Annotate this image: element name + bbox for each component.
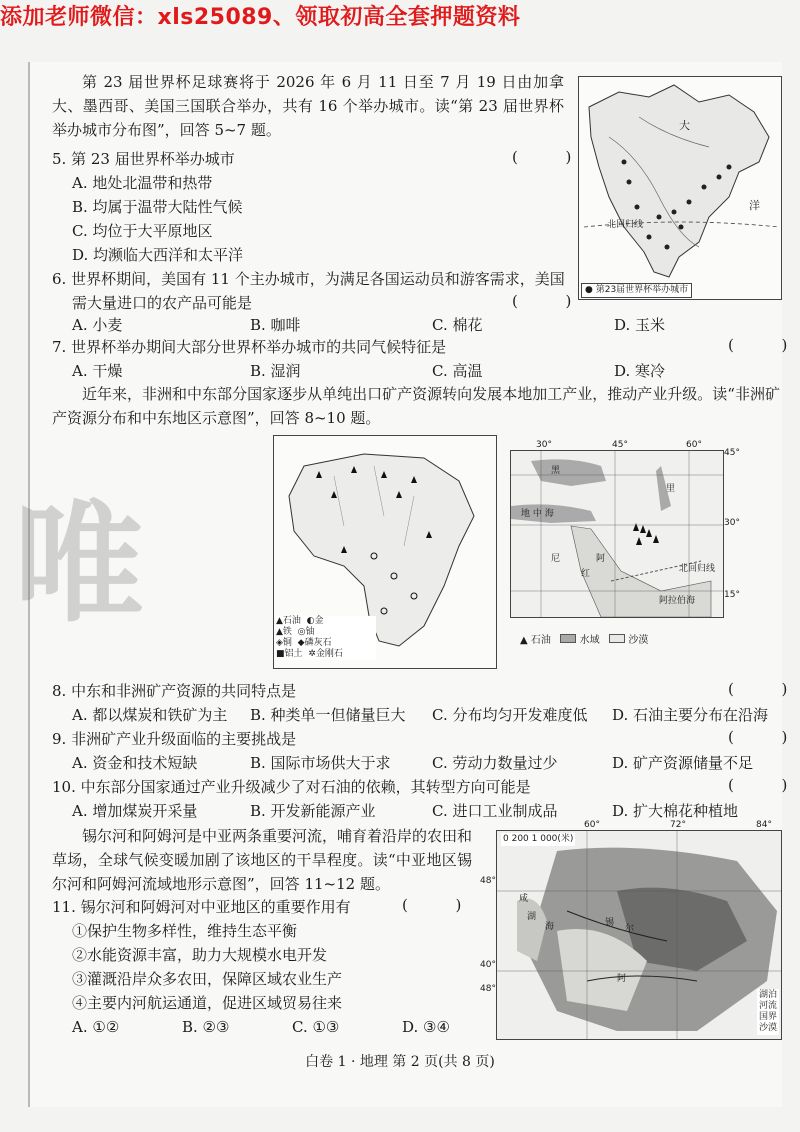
passage-2: 近年来，非洲和中东部分国家逐步从单纯出口矿产资源转向发展本地加工产业，推动产业升级。读“非洲矿产资源分布和中东地区示意图”，回答 8~10 题。 [52,385,780,427]
ca-lon-72: 72° [670,820,686,830]
q11-option-b[interactable]: B. ②③ [182,1018,230,1036]
me-lat-30: 30° [724,518,740,528]
ca-legend-lake: 湖泊 [758,990,777,1000]
na-legend [581,283,692,298]
legend-phosphate: 磷灰石 [304,638,332,648]
legend-copper: 铜 [282,638,292,648]
q6-option-a[interactable]: A. 小麦 [72,316,123,334]
legend-bauxite: 铝土 [284,649,303,659]
bauxite-icon: ■ [276,649,285,659]
q9-option-b[interactable]: B. 国际市场供大于求 [250,754,391,772]
na-ocean-label: 洋 [749,199,760,212]
q8-answer-paren[interactable]: ( ) [728,680,788,698]
me-nile-label: 尼 [551,554,561,564]
q5-option-c[interactable]: C. 均位于大平原地区 [72,222,213,240]
iron-icon: ▲ [276,627,283,637]
q7-option-a[interactable]: A. 干燥 [72,362,123,380]
me-lon-30: 30° [536,440,552,450]
diamond-icon: ✲ [308,649,316,659]
ca-sea-label: 湖 [527,912,537,922]
q8-option-b[interactable]: B. 种类单一但储量巨大 [250,706,406,724]
q9-answer-paren[interactable]: ( ) [728,728,788,746]
ca-scale: 0 200 1 000(米) [503,834,574,844]
q11-statement-2: ②水能资源丰富，助力大规模水电开发 [72,946,328,964]
q10-option-a[interactable]: A. 增加煤炭开采量 [72,802,198,820]
ca-lat-40: 40° [480,960,496,970]
legend-diamond: 金刚石 [315,649,343,659]
q11-option-d[interactable]: D. ③④ [402,1018,450,1036]
q7-option-c[interactable]: C. 高温 [432,362,483,380]
desert-swatch-icon [609,634,625,643]
q8-option-d[interactable]: D. 石油主要分布在沿海 [612,706,769,724]
q5-option-a[interactable]: A. 地处北温带和热带 [72,174,213,192]
ca-lake-label: 咸 [519,894,529,904]
oil-well-icon: ▲ [520,635,528,646]
city-dot-icon: ● [585,285,593,295]
q8-stem: 8. 中东和非洲矿产资源的共同特点是 [52,682,297,700]
me-legend-desert: 沙漠 [628,635,649,646]
ca-lat-48-top: 48° [480,876,496,886]
copper-icon: ◈ [276,638,283,648]
middle-east-map [510,450,724,618]
q11-statement-3: ③灌溉沿岸众多农田，保障区域农业生产 [72,970,343,988]
oil-icon: ▲ [276,616,283,626]
q7-option-d[interactable]: D. 寒冷 [614,362,666,380]
ca-lon-84: 84° [756,820,772,830]
me-lat-15: 15° [724,590,740,600]
q7-stem: 7. 世界杯举办期间大部分世界杯举办城市的共同气候特征是 [52,338,447,356]
ca-lat-48-bottom: 48° [480,984,496,994]
me-arabian-sea-label: 阿拉伯海 [659,596,696,606]
q9-stem: 9. 非洲矿产业升级面临的主要挑战是 [52,730,297,748]
me-legend-oil: 石油 [530,635,551,646]
legend-uranium: 铀 [305,627,315,637]
ca-aral-label: 海 [545,922,555,932]
water-swatch-icon [560,634,576,643]
africa-legend [276,616,376,660]
legend-iron: 铁 [282,627,292,637]
ca-legend-desert: 沙漠 [758,1023,777,1033]
q6-option-b[interactable]: B. 咖啡 [250,316,301,334]
q11-statement-4: ④主要内河航运通道，促进区域贸易往来 [72,994,343,1012]
ca-legend [757,989,779,1035]
q10-option-d[interactable]: D. 扩大棉花种植地 [612,802,739,820]
central-asia-map [496,830,782,1040]
ca-legend-border: 国界 [758,1012,777,1022]
me-black-sea-label: 黑 [551,466,561,476]
q5-answer-paren[interactable]: ( ) [512,148,572,166]
q10-option-c[interactable]: C. 进口工业制成品 [432,802,558,820]
q9-option-c[interactable]: C. 劳动力数量过少 [432,754,558,772]
q7-answer-paren[interactable]: ( ) [728,336,788,354]
q11-option-c[interactable]: C. ①③ [292,1018,340,1036]
legend-oil: 石油 [282,616,301,626]
ca-lon-60: 60° [584,820,600,830]
passage-3: 锡尔河和阿姆河是中亚两条重要河流，哺育着沿岸的农田和草场，全球气候变暖加剧了该地区的干旱程度。读“中亚地区锡尔河和阿姆河流域地形示意图”，回答 11~12 题。 [52,827,473,893]
q6-option-c[interactable]: C. 棉花 [432,316,483,334]
q6-option-d[interactable]: D. 玉米 [614,316,666,334]
q7-option-b[interactable]: B. 湿润 [250,362,301,380]
north-america-map-drawing [579,77,781,299]
q9-option-a[interactable]: A. 资金和技术短缺 [72,754,198,772]
me-arabia-label: 阿 [596,554,606,564]
ca-syr-label-2: 尔 [625,924,635,934]
q6-answer-paren[interactable]: ( ) [512,292,572,310]
q11-stem: 11. 锡尔河和阿姆河对中亚地区的重要作用有 [52,898,351,916]
africa-minerals-map [273,435,497,669]
q10-answer-paren[interactable]: ( ) [728,776,788,794]
watermark: 唯 [14,488,139,640]
q11-statement-1: ①保护生物多样性，维持生态平衡 [72,922,298,940]
phosphate-icon: ◆ [297,638,305,648]
q11-answer-paren[interactable]: ( ) [402,896,462,914]
q9-option-d[interactable]: D. 矿产资源储量不足 [612,754,754,772]
me-red-sea-label: 红 [581,569,591,579]
uranium-icon: ◎ [297,627,306,637]
me-lat-45: 45° [724,448,740,458]
central-asia-map-drawing [497,831,781,1039]
ca-legend-river: 河流 [758,1001,777,1011]
promo-banner: 添加老师微信：xls25089、领取初高全套押题资料 [0,5,521,30]
q10-stem: 10. 中东部分国家通过产业升级减少了对石油的依赖，其转型方向可能是 [52,778,531,796]
north-america-map [578,76,782,300]
me-lon-45: 45° [612,440,628,450]
me-legend [520,634,648,646]
na-tropic-label: 北回归线 [607,220,644,230]
na-big-label: 大 [679,119,690,132]
q8-option-a[interactable]: A. 都以煤炭和铁矿为主 [72,706,228,724]
me-tropic-label: 北回归线 [679,564,716,574]
q8-option-c[interactable]: C. 分布均匀开发难度低 [432,706,588,724]
na-legend-label: 第23届世界杯举办城市 [595,285,689,295]
ca-amu-label: 阿 [617,974,627,984]
legend-gold: 金 [314,616,324,626]
q6-stem-line1: 6. 世界杯期间，美国有 11 个主办城市，为满足各国运动员和游客需求，美国 [52,270,565,288]
gold-icon: ◐ [306,616,315,626]
q5-option-d[interactable]: D. 均濒临大西洋和太平洋 [72,246,244,264]
me-caspian-label: 里 [666,484,676,494]
passage-1: 第 23 届世界杯足球赛将于 2026 年 6 月 11 日至 7 月 19 日由加拿大、墨西哥、美国三国联合举办，共有 16 个举办城市。读“第 23 届世界杯举办城市分布图”，回答 5~7 题。 [52,73,564,139]
me-med-label: 地 中 海 [521,509,554,519]
q5-stem: 5. 第 23 届世界杯举办城市 [52,150,235,168]
q6-stem-line2: 需大量进口的农产品可能是 [72,294,253,312]
ca-syr-label-1: 锡 [605,918,615,928]
q5-option-b[interactable]: B. 均属于温带大陆性气候 [72,198,243,216]
me-lon-60: 60° [686,440,702,450]
q10-option-b[interactable]: B. 开发新能源产业 [250,802,376,820]
q11-option-a[interactable]: A. ①② [72,1018,120,1036]
page-footer: 白卷 1 · 地理 第 2 页(共 8 页) [305,1054,495,1070]
me-legend-water: 水域 [579,635,600,646]
